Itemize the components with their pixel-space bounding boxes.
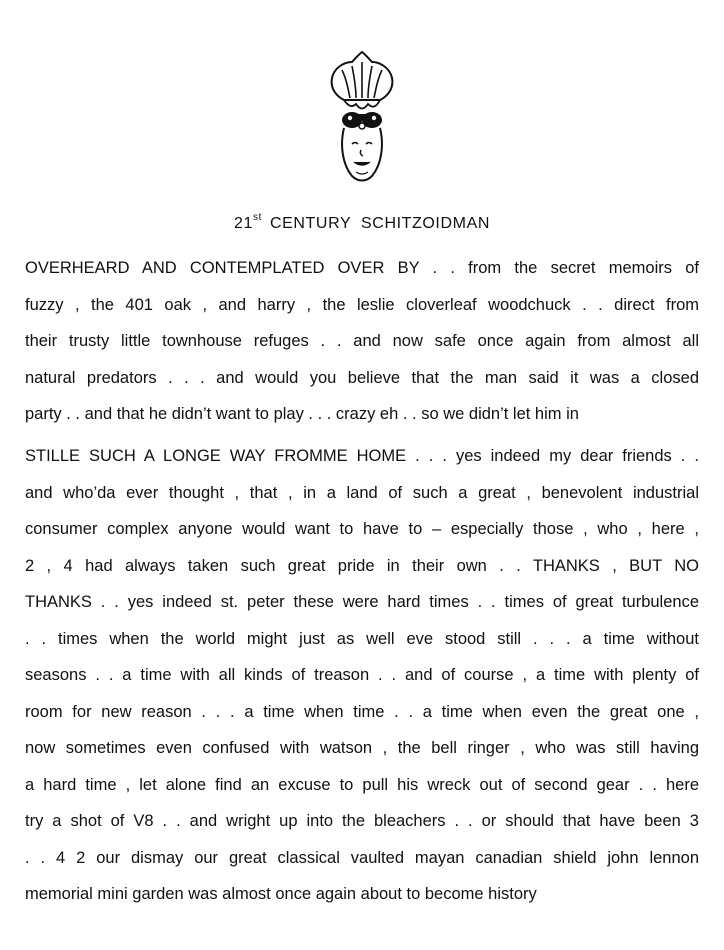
paragraph-line: seasons . . a time with all kinds of treason . . and of course , a time with plenty of [25,666,699,684]
paragraph-line: STILLE SUCH A LONGE WAY FROMME HOME . . . yes indeed my dear friends . . [25,447,699,465]
paragraph-line: THANKS . . yes indeed st. peter these were hard times . . times of great turbulence [25,593,699,611]
paragraph-line: fuzzy , the 401 oak , and harry , the leslie cloverleaf woodchuck . . direct from [25,295,699,314]
paragraph-1 [25,250,699,433]
paragraph-line: memorial mini garden was almost once again about to become history [25,885,537,903]
paragraph-line: try a shot of V8 . . and wright up into the bleachers . . or should that have been 3 [25,812,699,830]
paragraph-line: . . times when the world might just as well eve stood still . . . a time without [25,629,699,648]
title-number: 21 [233,215,253,232]
paragraph-line: . . 4 2 our dismay our great classical vaulted mayan canadian shield john lennon [25,848,699,867]
paragraph-2 [25,438,699,913]
title-text: CENTURY SCHITZOIDMAN [269,215,490,232]
paragraph-line: a hard time , let alone find an excuse to pull his wreck out of second gear . . here [25,775,699,794]
upside-down-face-sketch-icon [322,48,402,184]
paragraph-line: and who’da ever thought , that , in a land of such a great , benevolent industrial [25,483,699,502]
paragraph-line: 2 , 4 had always taken such great pride in their own . . THANKS , BUT NO [25,556,699,575]
page-title [0,212,724,233]
paragraph-line: party . . and that he didn’t want to play . . . crazy eh . . so we didn’t let him in [25,405,579,423]
paragraph-line: natural predators . . . and would you believe that the man said it was a closed [25,368,699,387]
paragraph-line: now sometimes even confused with watson , the bell ringer , who was still having [25,739,699,757]
paragraph-line: their trusty little townhouse refuges . . and now safe once again from almost all [25,332,699,350]
paragraph-line: consumer complex anyone would want to have to – especially those , who , here , [25,520,699,538]
title-superscript: st [252,212,262,223]
paragraph-line: room for new reason . . . a time when time . . a time when even the great one , [25,702,699,721]
paragraph-line: OVERHEARD AND CONTEMPLATED OVER BY . . from the secret memoirs of [25,259,699,277]
